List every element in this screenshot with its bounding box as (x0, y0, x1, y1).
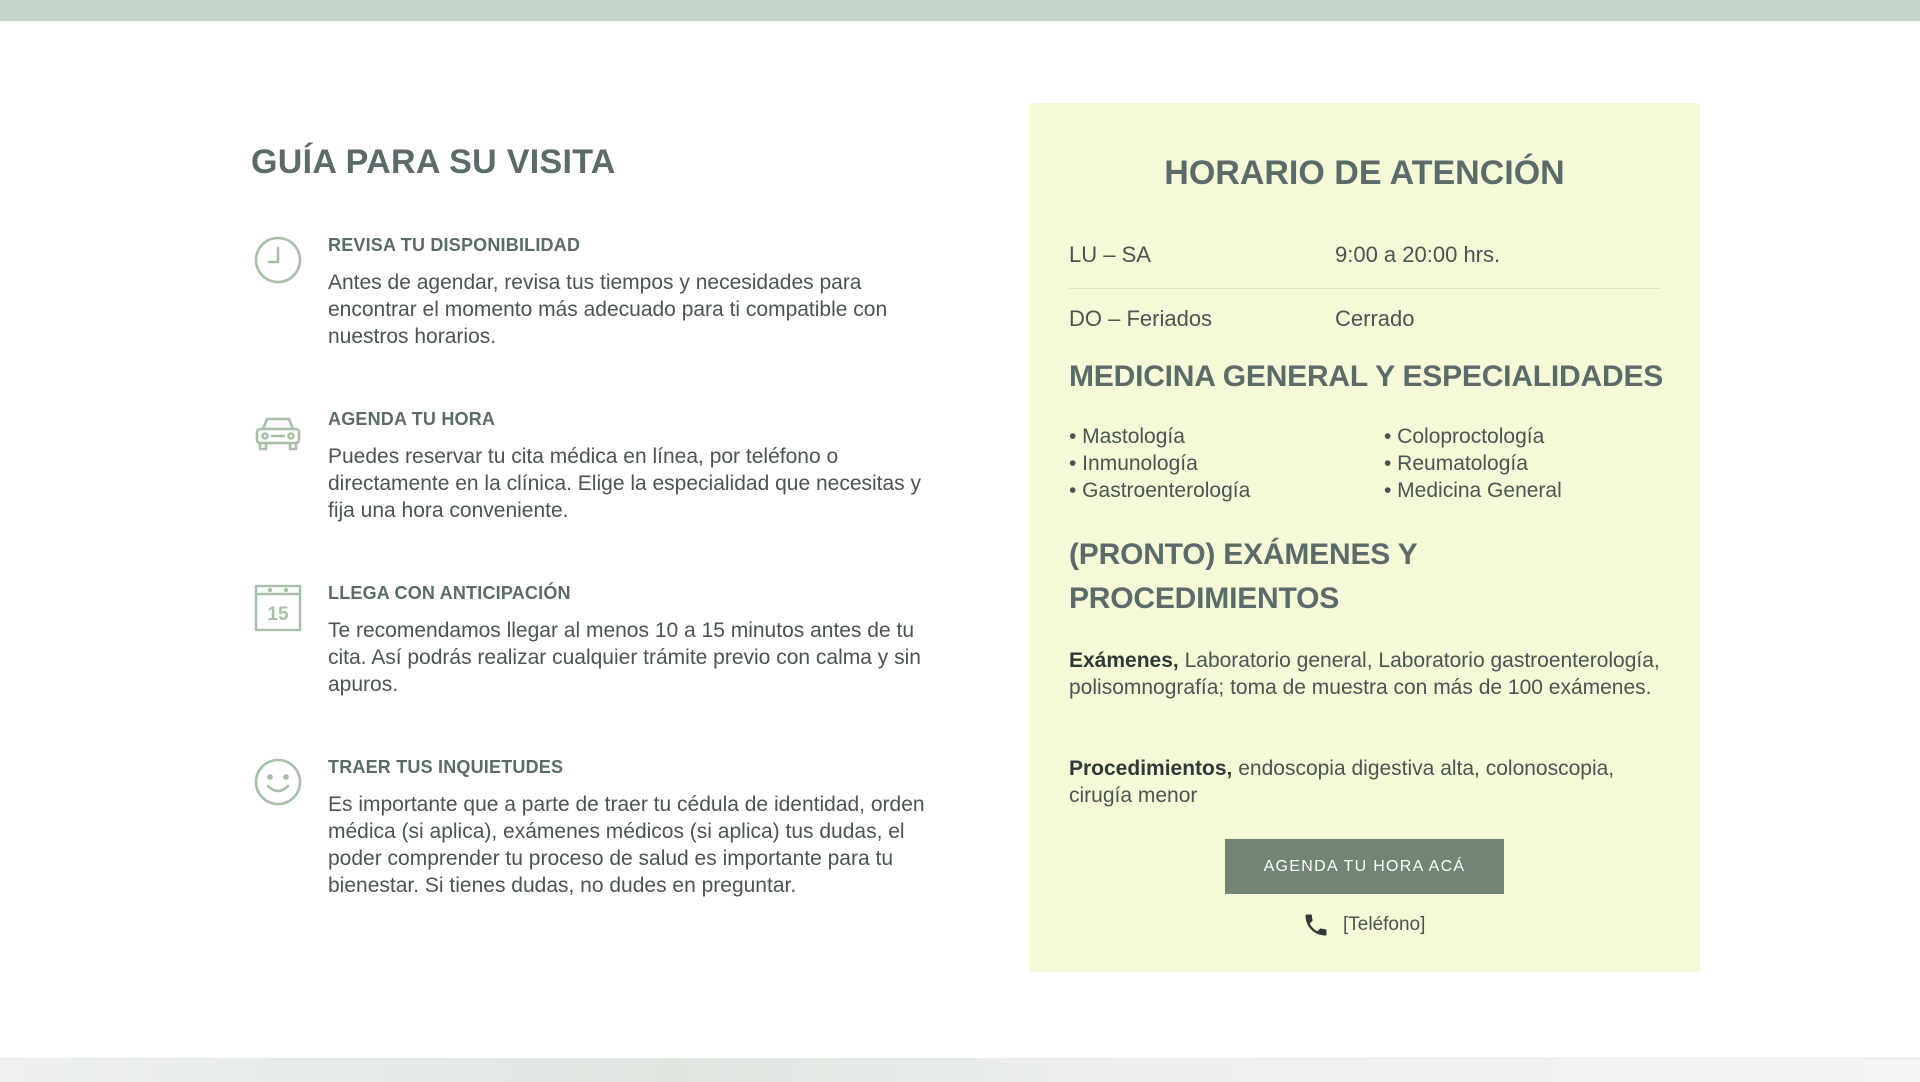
list-item: • Coloproctología (1384, 425, 1545, 448)
hours-day: LU – SA (1069, 242, 1151, 267)
hours-time: Cerrado (1335, 306, 1415, 331)
calendar-day: 15 (267, 604, 289, 625)
visit-guide (251, 140, 931, 897)
guide-title: GUÍA PARA SU VISITA (251, 143, 616, 181)
step-text: Puedes reservar tu cita médica en línea, por teléfono o directamente en la clínica. Elige la especialidad que necesitas y fija una hora conveniente. (328, 445, 922, 522)
book-appointment-button[interactable]: AGENDA TU HORA ACÁ (1225, 839, 1504, 894)
exams-paragraph (1069, 647, 1664, 701)
step-title: TRAER TUS INQUIETUDES (328, 757, 564, 777)
step-title: LLEGA CON ANTICIPACIÓN (328, 583, 571, 603)
list-item: • Mastología (1069, 425, 1185, 448)
exams-title (1069, 533, 1669, 621)
list-item: • Inmunología (1069, 452, 1198, 475)
specialties-list-right (1384, 423, 1562, 504)
footer-strip (0, 1058, 1920, 1082)
exams-text: Laboratorio general, Laboratorio gastroenterología, polisomnografía; toma de muestra con más de 100 exámenes. (1069, 649, 1660, 699)
top-bar (0, 0, 1920, 21)
exams-title-line2: PROCEDIMIENTOS (1069, 582, 1340, 615)
step-text: Te recomendamos llegar al menos 10 a 15 minutos antes de tu cita. Así podrás realizar cualquier trámite previo con calma y sin apuros. (328, 619, 921, 696)
list-item: • Gastroenterología (1069, 479, 1251, 502)
procedures-label: Procedimientos, (1069, 757, 1233, 780)
clock-icon (251, 233, 305, 287)
step-title: REVISA TU DISPONIBILIDAD (328, 235, 581, 255)
step-text: Es importante que a parte de traer tu cédula de identidad, orden médica (si aplica), exámenes médicos (si aplica) tus dudas, el poder comprender tu proceso de salud es importante para tu bienestar. Si tienes dudas, no dudes en preguntar. (328, 793, 925, 897)
step-text: Antes de agendar, revisa tus tiempos y necesidades para encontrar el momento más adecuado para ti compatible con nuestros horarios. (328, 271, 888, 348)
hours-time: 9:00 a 20:00 hrs. (1335, 242, 1501, 267)
schedule-card (1029, 103, 1700, 972)
exams-title-line1: (PRONTO) EXÁMENES Y (1069, 538, 1418, 571)
specialties-list-left (1069, 423, 1250, 504)
list-item: • Medicina General (1384, 479, 1562, 502)
smiley-icon (251, 755, 305, 809)
phone-label: [Teléfono] (1343, 914, 1426, 935)
phone-link[interactable] (1302, 909, 1425, 941)
procedures-paragraph (1069, 755, 1664, 809)
calendar-icon (251, 581, 305, 635)
schedule-title: HORARIO DE ATENCIÓN (1164, 154, 1565, 192)
exams-label: Exámenes, (1069, 649, 1179, 672)
hours-day: DO – Feriados (1069, 306, 1213, 331)
car-icon (251, 407, 305, 461)
hours-divider (1069, 288, 1660, 289)
step-title: AGENDA TU HORA (328, 409, 496, 429)
phone-icon (1302, 911, 1330, 939)
specialties-title: MEDICINA GENERAL Y ESPECIALIDADES (1069, 360, 1664, 393)
procedures-text: endoscopia digestiva alta, colonoscopia, cirugía menor (1069, 757, 1615, 807)
list-item: • Reumatología (1384, 452, 1528, 475)
